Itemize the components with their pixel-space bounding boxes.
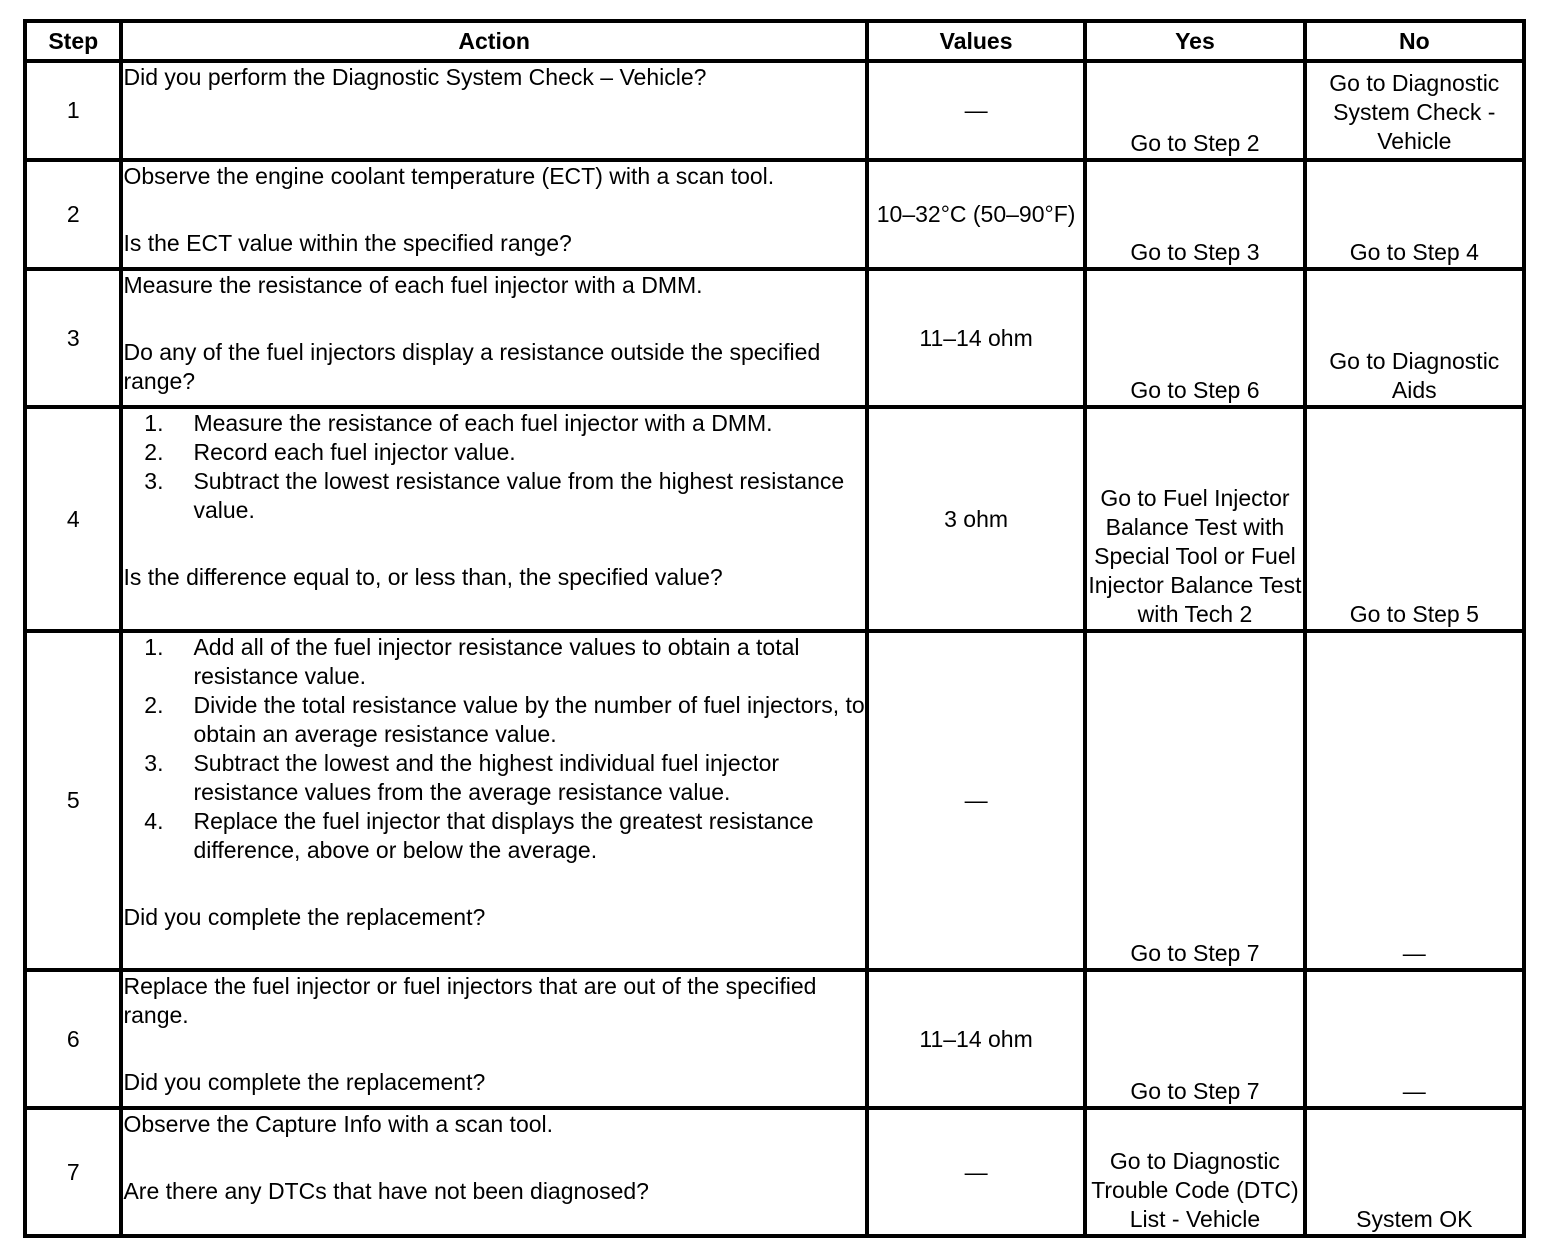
action-question: Do any of the fuel injectors display a resistance outside the specified range? xyxy=(123,339,821,394)
list-item: 4. Replace the fuel injector that displays the greatest resistance difference, above or below the average. xyxy=(144,808,814,863)
yes-cell: Go to Step 7 xyxy=(1085,631,1304,970)
table-row xyxy=(25,970,1524,1108)
value-cell: — xyxy=(867,631,1085,970)
yes-cell: Go to Step 7 xyxy=(1085,970,1304,1108)
value-cell: — xyxy=(867,61,1085,160)
table-row xyxy=(25,160,1524,269)
list-item: 3. Subtract the lowest resistance value from the highest resistance value. xyxy=(144,468,845,523)
action-intro: Did you perform the Diagnostic System Check – Vehicle? xyxy=(123,64,707,90)
no-cell: Go to Diagnostic Aids xyxy=(1305,269,1524,407)
list-item: 1. Add all of the fuel injector resistance values to obtain a total resistance value. xyxy=(144,634,800,689)
list-item: 3. Subtract the lowest and the highest individual fuel injector resistance values from the average resistance value. xyxy=(144,750,780,805)
no-cell: — xyxy=(1305,970,1524,1108)
action-question: Are there any DTCs that have not been diagnosed? xyxy=(123,1178,649,1204)
header-no: No xyxy=(1305,21,1524,61)
yes-cell: Go to Step 2 xyxy=(1085,61,1304,160)
action-intro: Replace the fuel injector or fuel injectors that are out of the specified range. xyxy=(123,973,817,1028)
table-row xyxy=(25,61,1524,160)
yes-cell: Go to Step 6 xyxy=(1085,269,1304,407)
header-values: Values xyxy=(867,21,1085,61)
no-cell: — xyxy=(1305,631,1524,970)
action-cell xyxy=(121,1108,866,1236)
step-number: 4 xyxy=(25,407,121,631)
action-intro: Observe the Capture Info with a scan tool. xyxy=(123,1111,554,1137)
action-question: Did you complete the replacement? xyxy=(123,1069,486,1095)
yes-cell: Go to Fuel Injector Balance Test with Special Tool or Fuel Injector Balance Test with Tech 2 xyxy=(1085,407,1304,631)
list-item: 2. Divide the total resistance value by the number of fuel injectors, to obtain an average resistance value. xyxy=(144,692,865,747)
step-number: 6 xyxy=(25,970,121,1108)
action-question: Did you complete the replacement? xyxy=(123,904,486,930)
step-number: 2 xyxy=(25,160,121,269)
no-cell: Go to Step 5 xyxy=(1305,407,1524,631)
header-action: Action xyxy=(121,21,866,61)
action-cell xyxy=(121,970,866,1108)
table-row xyxy=(25,407,1524,631)
step-number: 5 xyxy=(25,631,121,970)
table-row xyxy=(25,631,1524,970)
step-number: 3 xyxy=(25,269,121,407)
action-cell xyxy=(121,407,866,631)
action-cell xyxy=(121,269,866,407)
yes-cell: Go to Diagnostic Trouble Code (DTC) List - Vehicle xyxy=(1085,1108,1304,1236)
action-cell xyxy=(121,160,866,269)
header-yes: Yes xyxy=(1085,21,1304,61)
no-cell: System OK xyxy=(1305,1108,1524,1236)
action-question: Is the ECT value within the specified range? xyxy=(123,230,572,256)
value-cell: 11–14 ohm xyxy=(867,970,1085,1108)
action-list xyxy=(123,409,864,525)
table-row xyxy=(25,1108,1524,1236)
header-step: Step xyxy=(25,21,121,61)
action-cell xyxy=(121,61,866,160)
value-cell: 3 ohm xyxy=(867,407,1085,631)
table-row xyxy=(25,269,1524,407)
list-item: 2. Record each fuel injector value. xyxy=(144,439,516,465)
list-item: 1. Measure the resistance of each fuel injector with a DMM. xyxy=(144,410,773,436)
value-cell: 10–32°C (50–90°F) xyxy=(867,160,1085,269)
action-list xyxy=(123,633,864,865)
action-intro: Observe the engine coolant temperature (ECT) with a scan tool. xyxy=(123,163,775,189)
step-number: 1 xyxy=(25,61,121,160)
action-question: Is the difference equal to, or less than, the specified value? xyxy=(123,564,723,590)
no-link: Go to Diagnostic System Check - Vehicle xyxy=(1329,70,1500,154)
header-row xyxy=(25,21,1524,61)
no-cell: Go to Step 4 xyxy=(1305,160,1524,269)
action-intro: Measure the resistance of each fuel injector with a DMM. xyxy=(123,272,703,298)
value-cell: 11–14 ohm xyxy=(867,269,1085,407)
diagnostic-table xyxy=(23,19,1526,1238)
step-number: 7 xyxy=(25,1108,121,1236)
yes-cell: Go to Step 3 xyxy=(1085,160,1304,269)
no-cell xyxy=(1305,61,1524,160)
value-cell: — xyxy=(867,1108,1085,1236)
action-cell xyxy=(121,631,866,970)
